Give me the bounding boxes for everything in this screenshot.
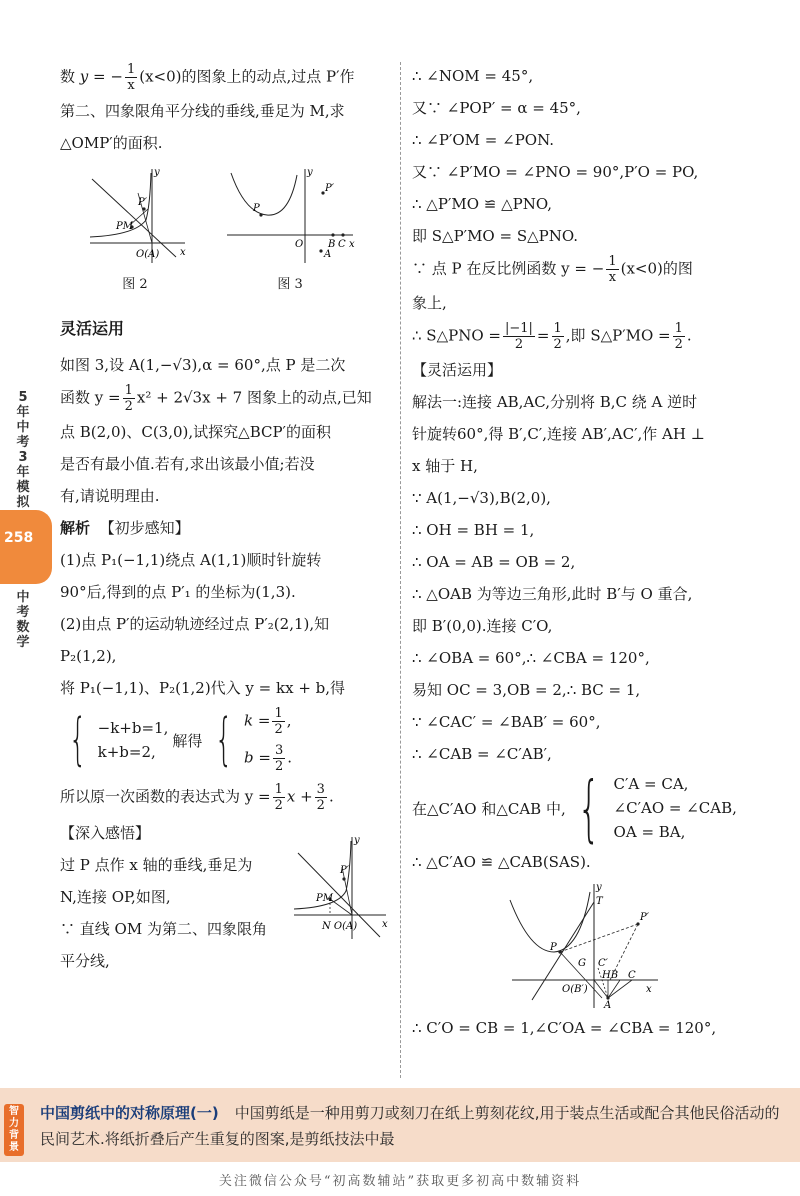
svg-text:y: y xyxy=(354,835,360,846)
right-column xyxy=(412,62,772,1046)
system-2: { k = $\frac{1}{2}$ , b = $\frac{3}{2}$ . xyxy=(215,706,293,774)
deep-text: 【深入感悟】 过 P 点作 x 轴的垂线,垂足为 N,连接 OP,如图, ∵ 直线 OM 为第二、四象限角 平分线, xyxy=(60,824,267,970)
right-line: ∵ 点 P 在反比例函数 y = − $\frac{1}{x}$ (x<0)的图 xyxy=(412,254,693,285)
svg-text:N O(A): N O(A) xyxy=(322,921,358,932)
book-title: 5年中考3年模拟 xyxy=(16,390,30,510)
flex-tag: 【灵活运用】 xyxy=(412,361,503,379)
right-line: ∴ C′O = CB = 1,∠C′OA = ∠CBA = 120°, xyxy=(412,1019,717,1037)
figure-2-caption: 图 2 xyxy=(122,277,148,292)
svg-text:A: A xyxy=(604,1000,612,1010)
congruence-system: 在△C′AO 和△CAB 中, { C′A = CA, ∠C′AO = ∠CAB, OA = BA, xyxy=(412,766,737,850)
right-line: 又∵ ∠P′MO = ∠PNO = 90°,P′O = PO, xyxy=(412,163,699,181)
svg-text:C: C xyxy=(338,239,346,250)
right-line: ∴ OA = AB = OB = 2, xyxy=(412,553,576,571)
flex-heading: 灵活运用 xyxy=(60,319,125,338)
svg-text:G: G xyxy=(578,958,586,969)
equation-system: { −k+b=1, k+b=2, 解得 { k = $\frac{1}{2}$ , b = $\frac{3}{2}$ . xyxy=(60,706,390,774)
solution-line-5: 将 P₁(−1,1)、P₂(1,2)代入 y = kx + b,得 xyxy=(60,679,346,697)
intro-line-3: △OMP′的面积. xyxy=(60,134,163,152)
solution-line-6: 所以原一次函数的表达式为 y = $\frac{1}{2}$ x + $\frac{3}{2}$ . xyxy=(60,782,334,813)
figure-5 xyxy=(502,880,772,1014)
solution-line-4: P₂(1,2), xyxy=(60,647,117,665)
right-line: ∴ △P′MO ≌ △PNO, xyxy=(412,195,553,213)
page-badge xyxy=(0,510,52,584)
footer-title: 中国剪纸中的对称原理(一) xyxy=(40,1104,219,1122)
right-line: 易知 OC = 3,OB = 2,∴ BC = 1, xyxy=(412,681,641,699)
svg-text:P′: P′ xyxy=(138,197,147,208)
right-line: 即 S△P′MO = S△PNO. xyxy=(412,227,579,245)
page-number: 258 xyxy=(4,530,34,546)
svg-text:HB: HB xyxy=(602,970,619,981)
flex-line-2: 函数 y = $\frac{1}{2}$ x² + 2√3x + 7 图象上的动点,已知 xyxy=(60,383,372,414)
figure-2 xyxy=(80,165,190,292)
svg-text:P′: P′ xyxy=(340,865,349,876)
right-line: 针旋转60°,得 B′,C′,连接 AB′,AC′,作 AH ⊥ xyxy=(412,425,705,443)
right-line: ∴ ∠CAB = ∠C′AB′, xyxy=(412,745,552,763)
fraction: $\frac{1}{2}$ xyxy=(124,383,133,414)
intro-line-1: 数 y = − $\frac{1}{x}$ (x<0)的图象上的动点,过点 P′作 xyxy=(60,62,355,93)
flex-line-5: 有,请说明理由. xyxy=(60,487,160,505)
column-divider xyxy=(400,62,401,1078)
svg-text:PM: PM xyxy=(316,893,333,904)
right-line: 又∵ ∠POP′ = α = 45°, xyxy=(412,99,581,117)
svg-text:x: x xyxy=(180,247,186,258)
solution-header: 解析 【初步感知】 xyxy=(60,519,190,537)
figure-4-graph xyxy=(290,833,390,943)
right-line: ∴ △OAB 为等边三角形,此时 B′与 O 重合, xyxy=(412,585,693,603)
right-line: ∵ A(1,−√3),B(2,0), xyxy=(412,489,551,507)
right-line: 解法一:连接 AB,AC,分别将 B,C 绕 A 逆时 xyxy=(412,393,698,411)
svg-text:x: x xyxy=(382,919,388,930)
figure-2-graph xyxy=(80,165,190,265)
solution-line-3: (2)由点 P′的运动轨迹经过点 P′₂(2,1),知 xyxy=(60,615,330,633)
svg-text:O(B′): O(B′) xyxy=(562,984,588,995)
intro-line-2: 第二、四象限角平分线的垂线,垂足为 M,求 xyxy=(60,102,345,120)
figure-3-caption: 图 3 xyxy=(277,277,303,292)
svg-text:O: O xyxy=(295,239,304,250)
svg-text:A: A xyxy=(324,249,332,260)
flex-line-4: 是否有最小值.若有,求出该最小值;若没 xyxy=(60,455,315,473)
svg-text:O(A): O(A) xyxy=(136,249,160,260)
svg-text:y: y xyxy=(154,167,160,178)
flex-line-1: 如图 3,设 A(1,−√3),α = 60°,点 P 是二次 xyxy=(60,356,346,374)
svg-text:P: P xyxy=(253,203,260,214)
fraction: $\frac{1}{x}$ xyxy=(126,62,136,93)
right-line: ∴ ∠NOM = 45°, xyxy=(412,67,534,85)
svg-text:x: x xyxy=(646,984,652,995)
right-line: 象上, xyxy=(412,294,447,312)
solution-line-1: (1)点 P₁(−1,1)绕点 A(1,1)顺时针旋转 xyxy=(60,551,322,569)
svg-text:PM: PM xyxy=(116,221,133,232)
right-line: 即 B′(0,0).连接 C′O, xyxy=(412,617,553,635)
footer-badge-label: 智力背景 xyxy=(9,1106,19,1153)
svg-text:C: C xyxy=(628,970,636,981)
flex-line-3: 点 B(2,0)、C(3,0),试探究△BCP′的面积 xyxy=(60,423,331,441)
svg-text:y: y xyxy=(596,882,602,893)
figure-3-graph xyxy=(225,165,355,265)
deep-section xyxy=(60,819,390,979)
right-line: ∴ ∠P′OM = ∠PON. xyxy=(412,131,555,149)
svg-text:P′: P′ xyxy=(640,912,649,923)
footer-text: 中国剪纸中的对称原理(一) 中国剪纸是一种用剪刀或刻刀在纸上剪刻花纹,用于装点生活或配合其他民俗活动的民间艺术.将纸折叠后产生重复的图案,是剪纸技法中最 xyxy=(40,1104,780,1148)
subject-label: 中考数学 xyxy=(16,590,30,650)
svg-text:T: T xyxy=(596,896,603,907)
watermark: 关注微信公众号“初高数辅站”获取更多初高中数辅资料 xyxy=(218,1174,582,1189)
svg-text:P′: P′ xyxy=(325,183,335,194)
svg-text:C′: C′ xyxy=(598,958,608,969)
right-line: ∴ S△PNO = $\frac{|-1|}{2}$ = $\frac{1}{2}$ ,即 S△P′MO = $\frac{1}{2}$ . xyxy=(412,321,692,352)
system-1: { −k+b=1, k+b=2, xyxy=(68,707,169,772)
figure-5-graph xyxy=(502,880,662,1010)
right-line: x 轴于 H, xyxy=(412,457,478,475)
svg-text:B: B xyxy=(328,239,336,250)
svg-text:P: P xyxy=(550,942,557,953)
figure-3 xyxy=(225,165,355,292)
figures-row xyxy=(60,165,390,292)
left-column xyxy=(60,62,390,979)
right-line: ∴ ∠OBA = 60°,∴ ∠CBA = 120°, xyxy=(412,649,650,667)
right-line: ∴ △C′AO ≌ △CAB(SAS). xyxy=(412,853,591,871)
svg-text:x: x xyxy=(349,239,355,250)
svg-text:y: y xyxy=(307,167,313,178)
solution-line-2: 90°后,得到的点 P′₁ 的坐标为(1,3). xyxy=(60,583,296,601)
right-line: ∵ ∠CAC′ = ∠BAB′ = 60°, xyxy=(412,713,601,731)
right-line: ∴ OH = BH = 1, xyxy=(412,521,535,539)
